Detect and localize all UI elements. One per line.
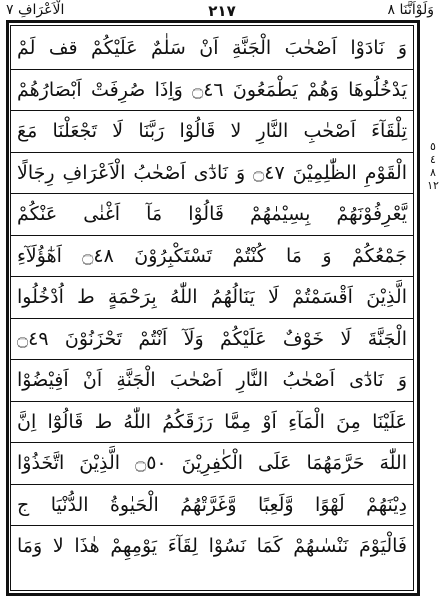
text-line-3: تِلْقَآءَ اَصْحٰبِ النَّارِ لا قَالُوْا رَبَّنَا لَا تَجْعَلْنَا مَعَ bbox=[11, 111, 413, 153]
text-line-7: الَّذِيْنَ اَقْسَمْتُمْ لَا يَنَالُهُمُ اللّٰهُ بِرَحْمَةٍ ط اُدْخُلُوا bbox=[11, 277, 413, 319]
margin-note-3: ٨ bbox=[430, 166, 436, 179]
page-number: ٢١٧ bbox=[208, 2, 236, 20]
page-header bbox=[0, 0, 444, 22]
juz-name: وَلَوْاَنَّنَا ٨ bbox=[387, 2, 434, 18]
text-line-8: الْجَنَّةَ لَا خَوْفٌ عَلَيْكُمْ وَلَآ اَنْتُمْ تَحْزَنُوْنَ ۝٤٩ bbox=[11, 319, 413, 361]
surah-name: الْاَعْرَافِ ٧ bbox=[6, 2, 65, 18]
text-frame bbox=[10, 25, 414, 591]
margin-note-4: ١٢ bbox=[427, 179, 439, 192]
margin-note-2: ٤ bbox=[430, 153, 436, 166]
margin-note-1: ٥ bbox=[430, 140, 436, 153]
text-line-5: يَّعْرِفُوْنَهُمْ بِسِيْمٰهُمْ قَالُوْا مَآ اَغْنٰى عَنْكُمْ bbox=[11, 194, 413, 236]
text-line-11: اللّٰهَ حَرَّمَهُمَا عَلَى الْكٰفِرِيْنَ ۝٥٠ الَّذِيْنَ اتَّخَذُوْا bbox=[11, 443, 413, 485]
text-line-13: فَالْيَوْمَ نَنْسٰىهُمْ كَمَا نَسُوْا لِقَآءَ يَوْمِهِمْ هٰذَا لا وَمَا bbox=[17, 535, 407, 557]
text-lines bbox=[11, 28, 413, 568]
text-line-9: وَ نَادٰٓى اَصْحٰبُ النَّارِ اَصْحٰبَ الْجَنَّةِ اَنْ اَفِيْضُوْا bbox=[11, 360, 413, 402]
margin-note bbox=[424, 140, 442, 192]
text-line-2: يَدْخُلُوهَا وَهُمْ يَطْمَعُونَ ۝٤٦ وَاِذَا صُرِفَتْ اَبْصَارُهُمْ bbox=[11, 70, 413, 112]
text-line-6: جَمْعُكُمْ وَ مَا كُنْتُمْ تَسْتَكْبِرُوْنَ ۝٤٨ اَهٰٓؤُلَآءِ bbox=[11, 236, 413, 278]
text-line-12: دِيْنَهُمْ لَهْوًا وَّلَعِبًا وَّغَرَّتْهُمُ الْحَيٰوةُ الدُّنْيَا ج bbox=[11, 485, 413, 527]
text-line-4: الْقَوْمِ الظّٰلِمِيْنَ ۝٤٧ وَ نَادٰٓى اَصْحٰبُ الْاَعْرَافِ رِجَالًا bbox=[11, 153, 413, 195]
text-line-1: وَ نَادَوْا اَصْحٰبَ الْجَنَّةِ اَنْ سَلٰمٌ عَلَيْكُمْ قف لَمْ bbox=[11, 28, 413, 70]
text-line-10: عَلَيْنَا مِنَ الْمَآءِ اَوْ مِمَّا رَزَقَكُمُ اللّٰهُ ط قَالُوْٓا اِنَّ bbox=[11, 402, 413, 444]
